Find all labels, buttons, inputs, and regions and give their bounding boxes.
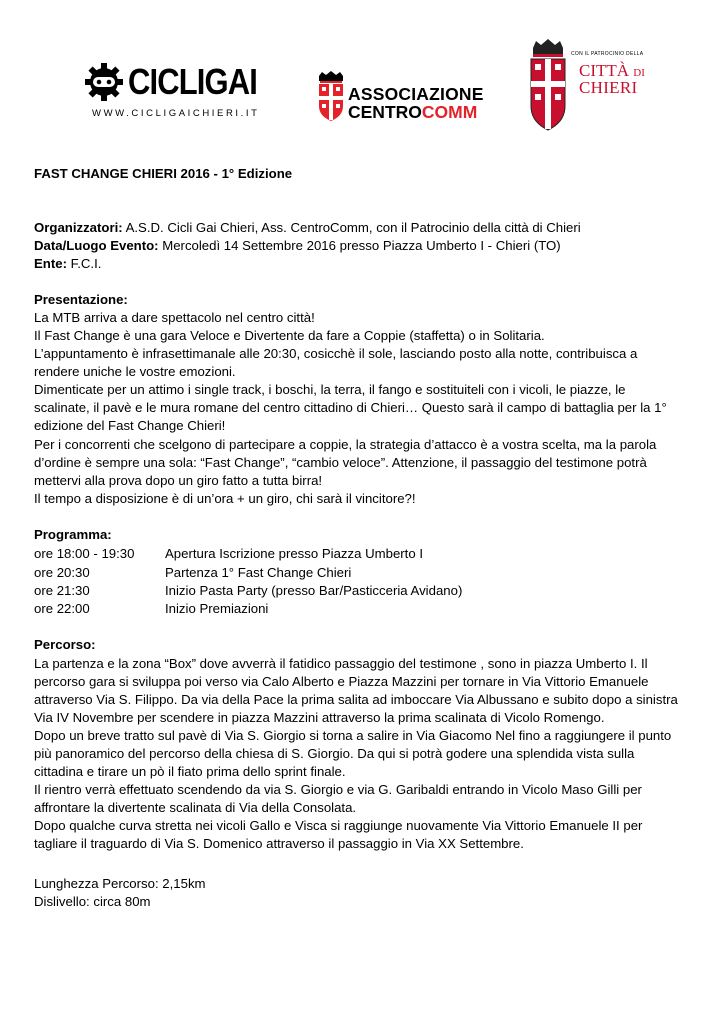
presentazione-line: Dimenticate per un attimo i single track, i boschi, la terra, il fango e sostituiteli con i vicoli, le piazze, le: [34, 382, 626, 397]
programma-event: Apertura Iscrizione presso Piazza Umberto I: [165, 546, 423, 561]
percorso-line: Il rientro verrà effettuato scendendo da via S. Giorgio e via G. Garibaldi entrando in Vicolo Maso Gilli per: [34, 782, 642, 797]
programma-event: Inizio Premiazioni: [165, 601, 269, 616]
presentazione-line: La MTB arriva a dare spettacolo nel centro città!: [34, 310, 315, 325]
presentazione-line: Il tempo a disposizione è di un’ora + un giro, chi sarà il vincitore?!: [34, 491, 416, 506]
cicli-gai-logo: [84, 58, 260, 128]
percorso-line: attraverso Via S. Filippo. Da via della Pace la prima salita ad imboccare Via Albussano e subito dopo a sinistra: [34, 692, 678, 707]
percorso-line: percorso gara si sviluppa poi verso via Calo Alberto e Piazza Mazzini per tornare in Via Vittorio Emanuele: [34, 674, 649, 689]
programma-event: Partenza 1° Fast Change Chieri: [165, 565, 352, 580]
cicli-gai-wordmark: CICLIGAI: [128, 61, 258, 102]
chieri-patronage: CON IL PATROCINIO DELLA: [571, 51, 644, 57]
presentazione-line: Per i concorrenti che scelgono di partecipare a coppie, la strategia d’attacco è a vostra scelta, ma la parola: [34, 437, 657, 452]
presentazione-heading: Presentazione:: [34, 292, 128, 307]
programma-event: Inizio Pasta Party (presso Bar/Pasticceria Avidano): [165, 583, 463, 598]
percorso-line: Dopo qualche curva stretta nei vicoli Gallo e Visca si raggiunge nuovamente Via Vittorio Emanuele II per: [34, 818, 643, 833]
percorso-line: Dopo un breve tratto sul pavè di Via S. Giorgio si torna a salire in Via Giacomo Nel fino a raggiungere il punto: [34, 728, 672, 743]
percorso-heading: Percorso:: [34, 637, 96, 652]
percorso-line: cittadina e tirare un pò il fiato prima dello sprint finale.: [34, 764, 346, 779]
percorso-line: tagliare il traguardo di Via S. Domenico attraverso il passaggio in Via XX Settembre.: [34, 836, 524, 851]
info-ente: Ente: F.C.I.: [34, 256, 102, 271]
presentazione-line: mettervi alla prova dopo un giro fatto a tutta birra!: [34, 473, 323, 488]
citta-di-chieri-logo: [527, 38, 647, 133]
chieri-crest-icon: [527, 38, 569, 132]
centrocomm-crest-icon: [316, 70, 346, 122]
presentazione-line: rendere uniche le vostre emozioni.: [34, 364, 236, 379]
programma-time: ore 22:00: [34, 601, 90, 616]
percorso-line: affrontare la divertente scalinata di Via della Consolata.: [34, 800, 357, 815]
programma-time: ore 20:30: [34, 565, 90, 580]
percorso-line: La partenza e la zona “Box” dove avverrà il fatidico passaggio del testimone , sono in piazza Umberto I. Il: [34, 656, 648, 671]
percorso-line: più panoramico del percorso della chiesa di S. Giorgio. Da qui si potrà godere una splendida vista sulla: [34, 746, 635, 761]
centrocomm-line1: ASSOCIAZIONE: [348, 84, 484, 104]
presentazione-line: edizione del Fast Change Chieri!: [34, 418, 226, 433]
presentazione-line: scalinate, il pavè e le mura romane del centro cittadino di Chieri… Questo sarà il campo di battaglia per la 1°: [34, 400, 667, 415]
chieri-line1: CITTÀ DI: [579, 61, 645, 80]
presentazione-line: d’ordine è sempre una sola: “Fast Change”, “cambio veloce”. Attenzione, il passaggio del testimone potrà: [34, 455, 647, 470]
cicli-gai-url: WWW.CICLIGAICHIERI.IT: [92, 108, 260, 119]
gear-chain-icon: [84, 62, 124, 102]
lunghezza-percorso: Lunghezza Percorso: 2,15km: [34, 876, 206, 891]
presentazione-line: L’appuntamento è infrasettimanale alle 20:30, cosicchè il sole, lasciando posto alla notte, contribuisca a: [34, 346, 638, 361]
dislivello: Dislivello: circa 80m: [34, 894, 151, 909]
info-organizzatori: Organizzatori: A.S.D. Cicli Gai Chieri, Ass. CentroComm, con il Patrocinio della città di Chieri: [34, 220, 581, 235]
centrocomm-logo: [316, 70, 484, 125]
percorso-line: Via IV Novembre per scendere in piazza Mazzini attraverso la prima scalinata di Vicolo Romengo.: [34, 710, 605, 725]
centrocomm-line2: CENTROCOMM: [348, 102, 478, 122]
chieri-line2: CHIERI: [579, 78, 638, 97]
programma-time: ore 18:00 - 19:30: [34, 546, 135, 561]
programma-time: ore 21:30: [34, 583, 90, 598]
document-title: FAST CHANGE CHIERI 2016 - 1° Edizione: [34, 166, 293, 181]
info-data-luogo: Data/Luogo Evento: Mercoledì 14 Settembre 2016 presso Piazza Umberto I - Chieri (TO): [34, 238, 561, 253]
presentazione-line: Il Fast Change è una gara Veloce e Divertente da fare a Coppie (staffetta) o in Solitaria.: [34, 328, 545, 343]
programma-heading: Programma:: [34, 527, 112, 542]
